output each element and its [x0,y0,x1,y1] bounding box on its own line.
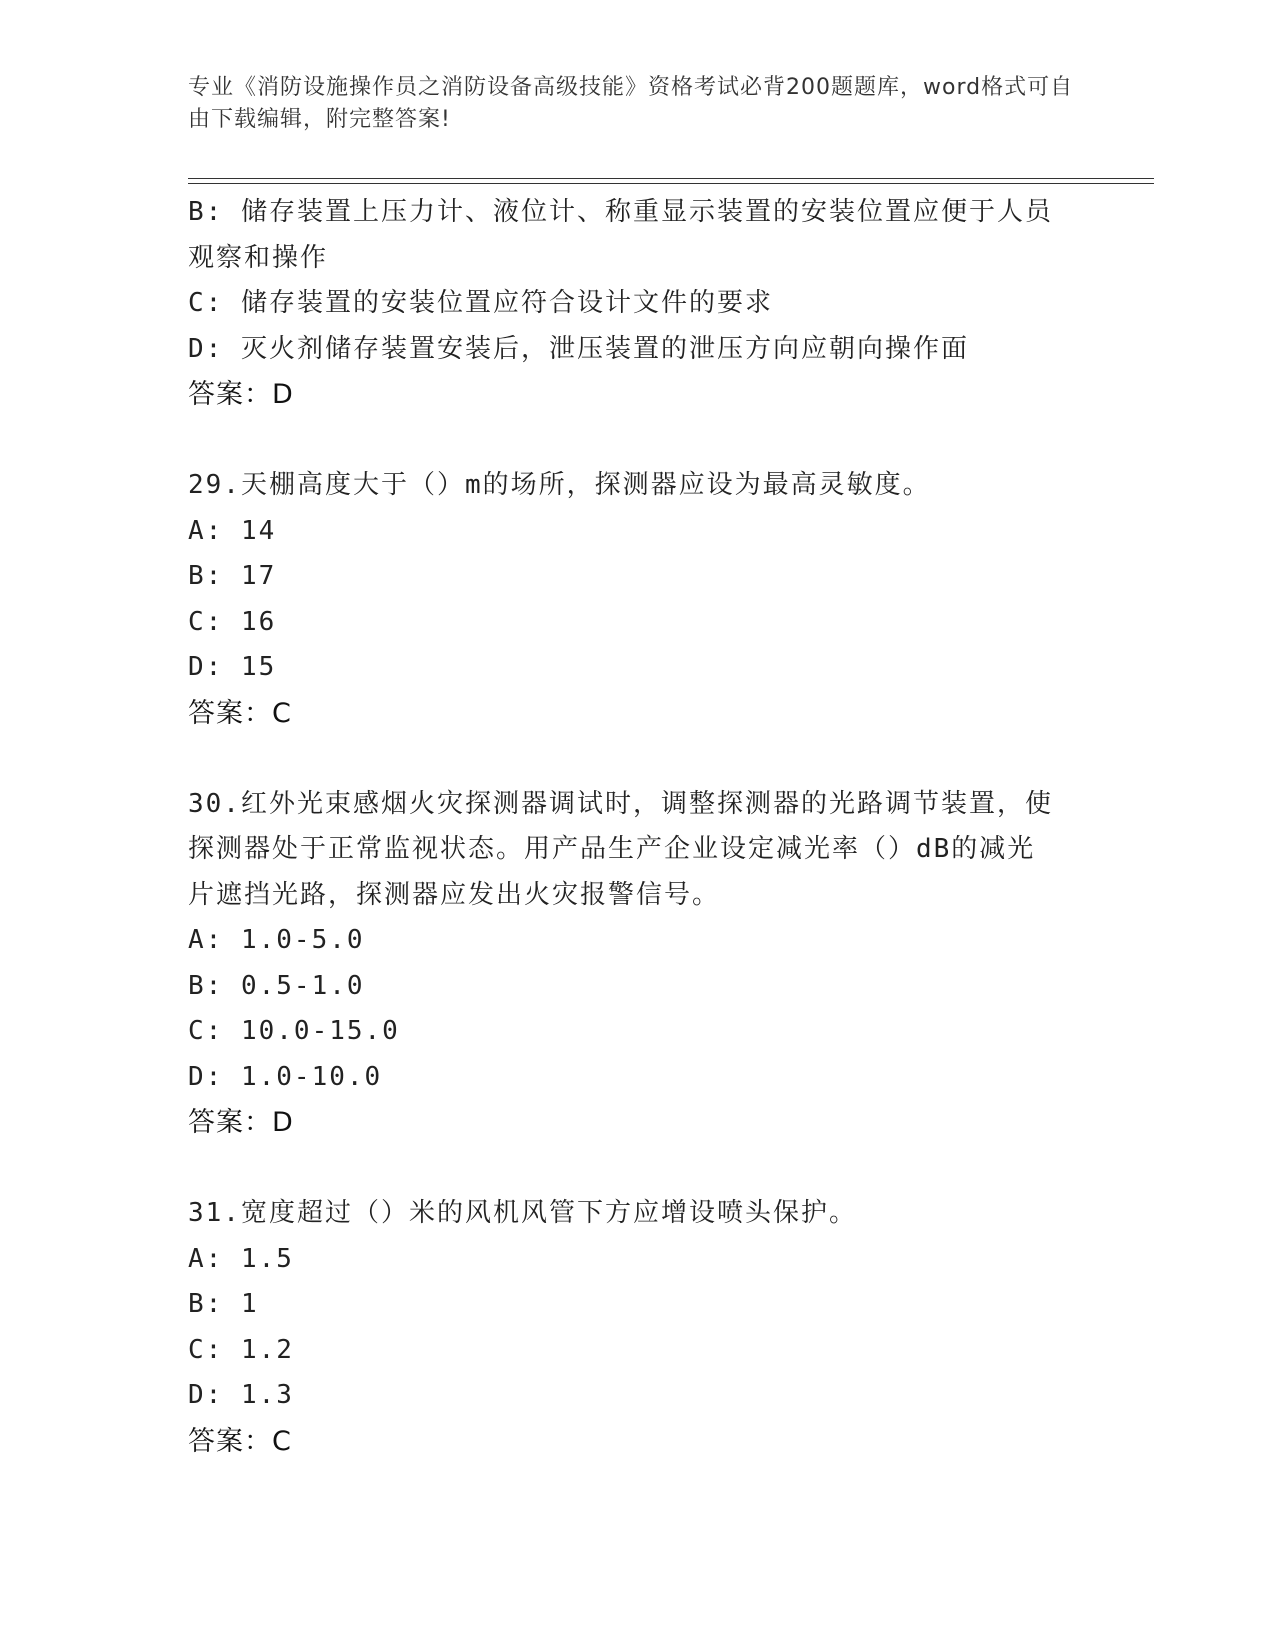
question-list [188,190,1088,1464]
question-stem: 30.红外光束感烟火灾探测器调试时，调整探测器的光路调节装置，使 [188,788,1053,819]
spacer [188,418,1088,464]
question-31 [188,1191,1088,1464]
question-30 [188,782,1088,1146]
document-header: 专业《消防设施操作员之消防设备高级技能》资格考试必背200题题库，word格式可自由下载编辑，附完整答案! [188,75,1074,132]
question-stem-continued: 片遮挡光路，探测器应发出火灾报警信号。 [188,879,721,910]
header-divider-top [188,178,1154,179]
option-d: D: 15 [188,652,277,682]
option-c: C: 1.2 [188,1334,294,1365]
option-b: B: 储存装置上压力计、液位计、称重显示装置的安装位置应便于人员 [188,197,1053,227]
option-a: A: 1.0-5.0 [188,925,365,955]
option-b: B: 0.5-1.0 [188,970,365,1001]
spacer [188,1146,1088,1192]
option-b-continued: 观察和操作 [188,242,329,273]
option-a: A: 14 [188,515,277,546]
option-d: D: 灭火剂储存装置安装后，泄压装置的泄压方向应朝向操作面 [188,333,969,364]
question-stem: 31.宽度超过（）米的风机风管下方应增设喷头保护。 [188,1198,857,1228]
option-d: D: 1.3 [188,1380,294,1410]
option-c: C: 储存装置的安装位置应符合设计文件的要求 [188,288,773,318]
question-stem-continued: 探测器处于正常监视状态。用产品生产企业设定减光率（）dB的减光 [188,834,1036,864]
header-divider-bottom [188,183,1154,184]
question-stem: 29.天棚高度大于（）m的场所，探测器应设为最高灵敏度。 [188,470,931,500]
spacer [188,736,1088,782]
option-a: A: 1.5 [188,1243,294,1274]
previous-question-block [188,190,1088,418]
option-c: C: 10.0-15.0 [188,1016,400,1046]
option-b: B: 17 [188,561,277,591]
option-d: D: 1.0-10.0 [188,1061,383,1092]
answer-line: 答案：C [188,1425,292,1457]
answer-line: 答案：D [188,379,294,410]
question-29 [188,463,1088,736]
answer-line: 答案：C [188,697,292,729]
option-c: C: 16 [188,606,277,637]
option-b: B: 1 [188,1289,259,1319]
answer-line: 答案：D [188,1107,294,1138]
